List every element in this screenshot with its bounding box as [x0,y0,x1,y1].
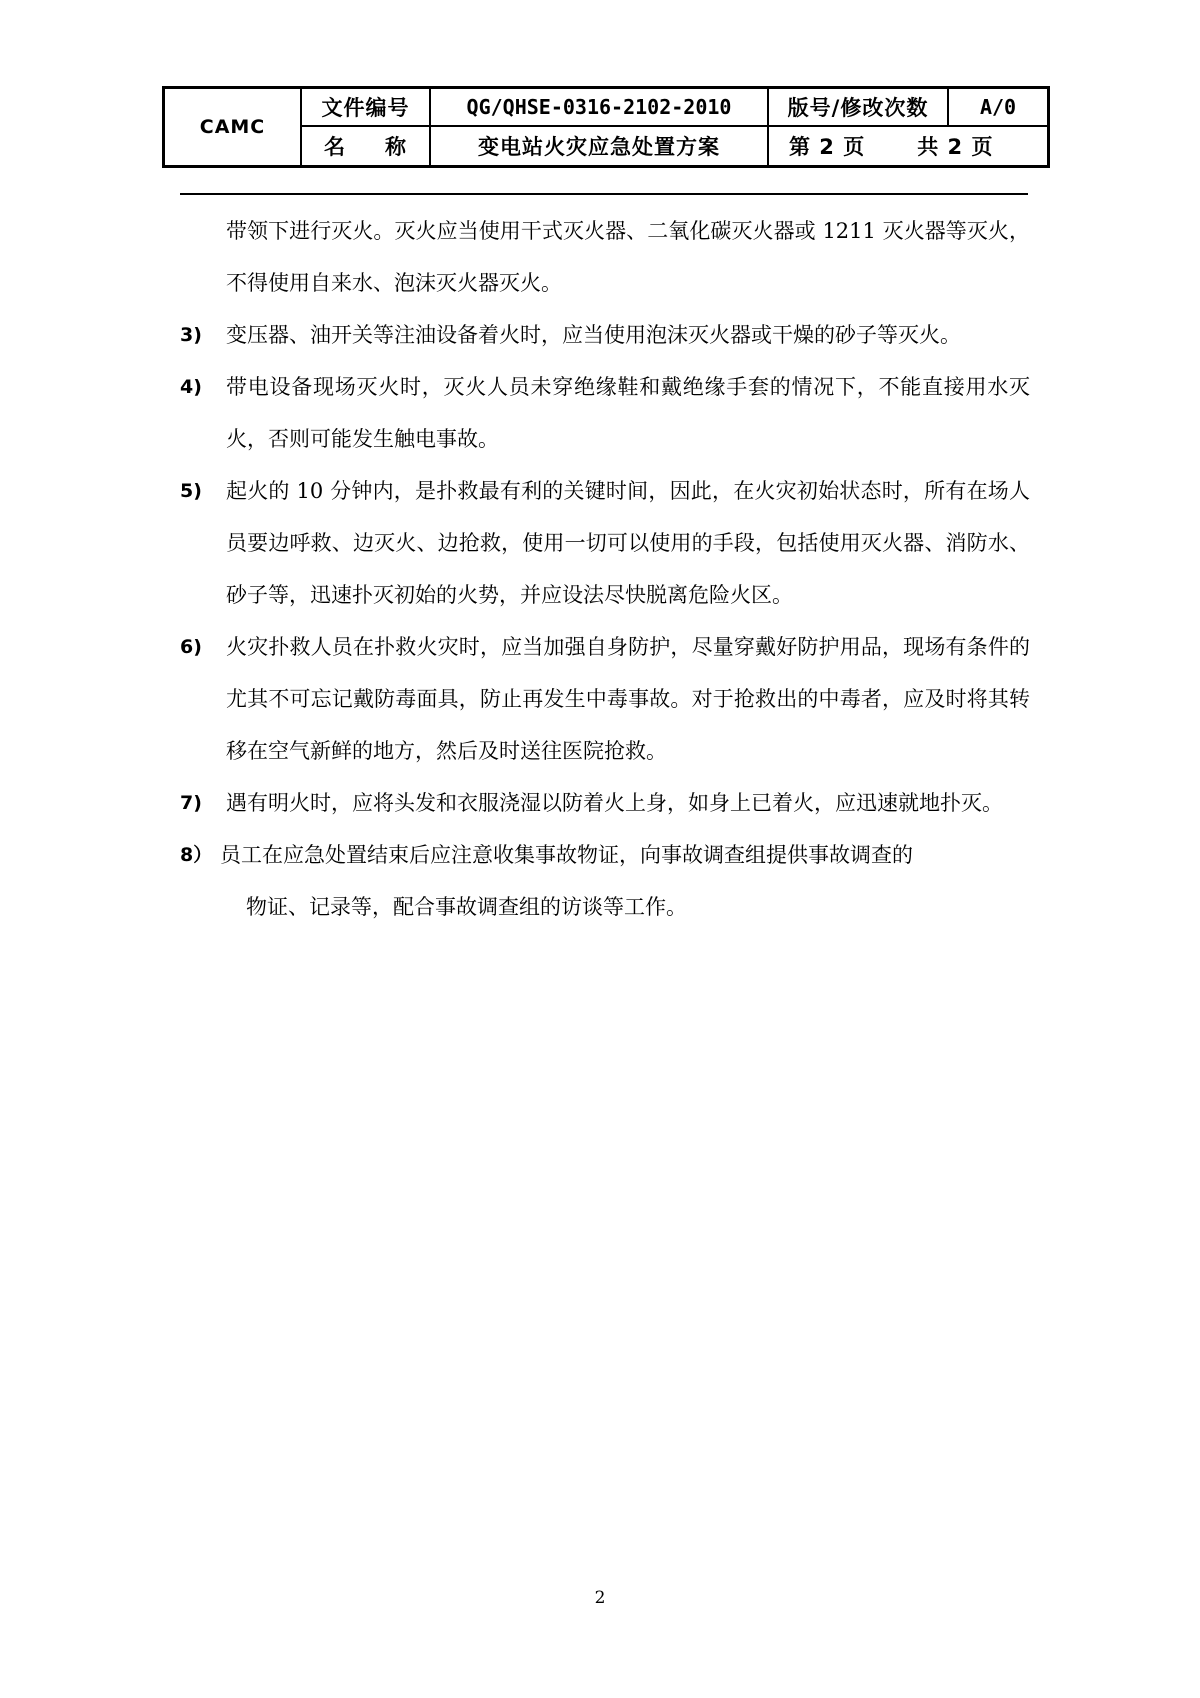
list-item-text-line-2: 物证、记录等，配合事故调查组的访谈等工作。 [246,895,687,919]
version-value [949,89,1047,127]
list-item-text: 起火的 10 分钟内，是扑救最有利的关键时间，因此，在火灾初始状态时，所有在场人员要边呼救、边灭火、边抢救，使用一切可以使用的手段，包括使用灭火器、消防水、砂子等，迅速扑灭初始的火势，并应设法尽快脱离危险火区。 [226,479,1030,607]
continuation-text: 带领下进行灭火。灭火应当使用干式灭火器、二氧化碳灭火器或 1211 灭火器等灭火，不得使用自来水、泡沫灭火器灭火。 [226,219,1030,295]
list-item-number: 5) [180,480,202,502]
list-item-number: 8） [180,844,213,866]
list-item [180,777,1030,829]
document-title: 变电站火灾应急处置方案 [431,127,769,165]
continuation-paragraph [180,205,1030,309]
list-item [180,829,1030,933]
doc-number-text: QG/QHSE-0316-2102-2010 [466,95,732,119]
list-item-text: 带电设备现场灭火时，灭火人员未穿绝缘鞋和戴绝缘手套的情况下，不能直接用水灭火，否则可能发生触电事故。 [226,375,1030,451]
list-item [180,309,1030,361]
current-page-label: 第 2 页 [789,135,866,159]
list-item [180,465,1030,621]
doc-number-value [431,89,769,127]
page-info [769,127,1047,165]
org-name: CAMC [165,89,302,165]
list-item-text: 变压器、油开关等注油设备着火时，应当使用泡沫灭火器或干燥的砂子等灭火。 [226,323,961,347]
list-item-number: 3) [180,324,202,346]
name-label [302,127,431,165]
version-label: 版号/修改次数 [769,89,949,127]
list-item-number: 4) [180,376,202,398]
list-item [180,621,1030,777]
list-item-text-line-1: 员工在应急处置结束后应注意收集事故物证，向事故调查组提供事故调查的 [220,843,913,867]
doc-number-label: 文件编号 [302,89,431,127]
list-item [180,361,1030,465]
document-header-table [162,86,1050,168]
header-divider [180,193,1028,195]
list-item-text: 火灾扑救人员在扑救火灾时，应当加强自身防护，尽量穿戴好防护用品，现场有条件的尤其不可忘记戴防毒面具，防止再发生中毒事故。对于抢救出的中毒者，应及时将其转移在空气新鲜的地方，然后及时送往医院抢救。 [226,635,1030,763]
page-number: 2 [594,1588,606,1608]
document-body [180,205,1030,933]
total-pages-label: 共 2 页 [917,135,994,159]
list-item-number: 7) [180,792,202,814]
list-item-number: 6) [180,636,202,658]
name-label-char-1: 名 [324,135,346,159]
name-label-char-2: 称 [385,135,407,159]
version-text: A/0 [979,95,1017,119]
list-item-text: 遇有明火时，应将头发和衣服浇湿以防着火上身，如身上已着火，应迅速就地扑灭。 [226,791,1003,815]
